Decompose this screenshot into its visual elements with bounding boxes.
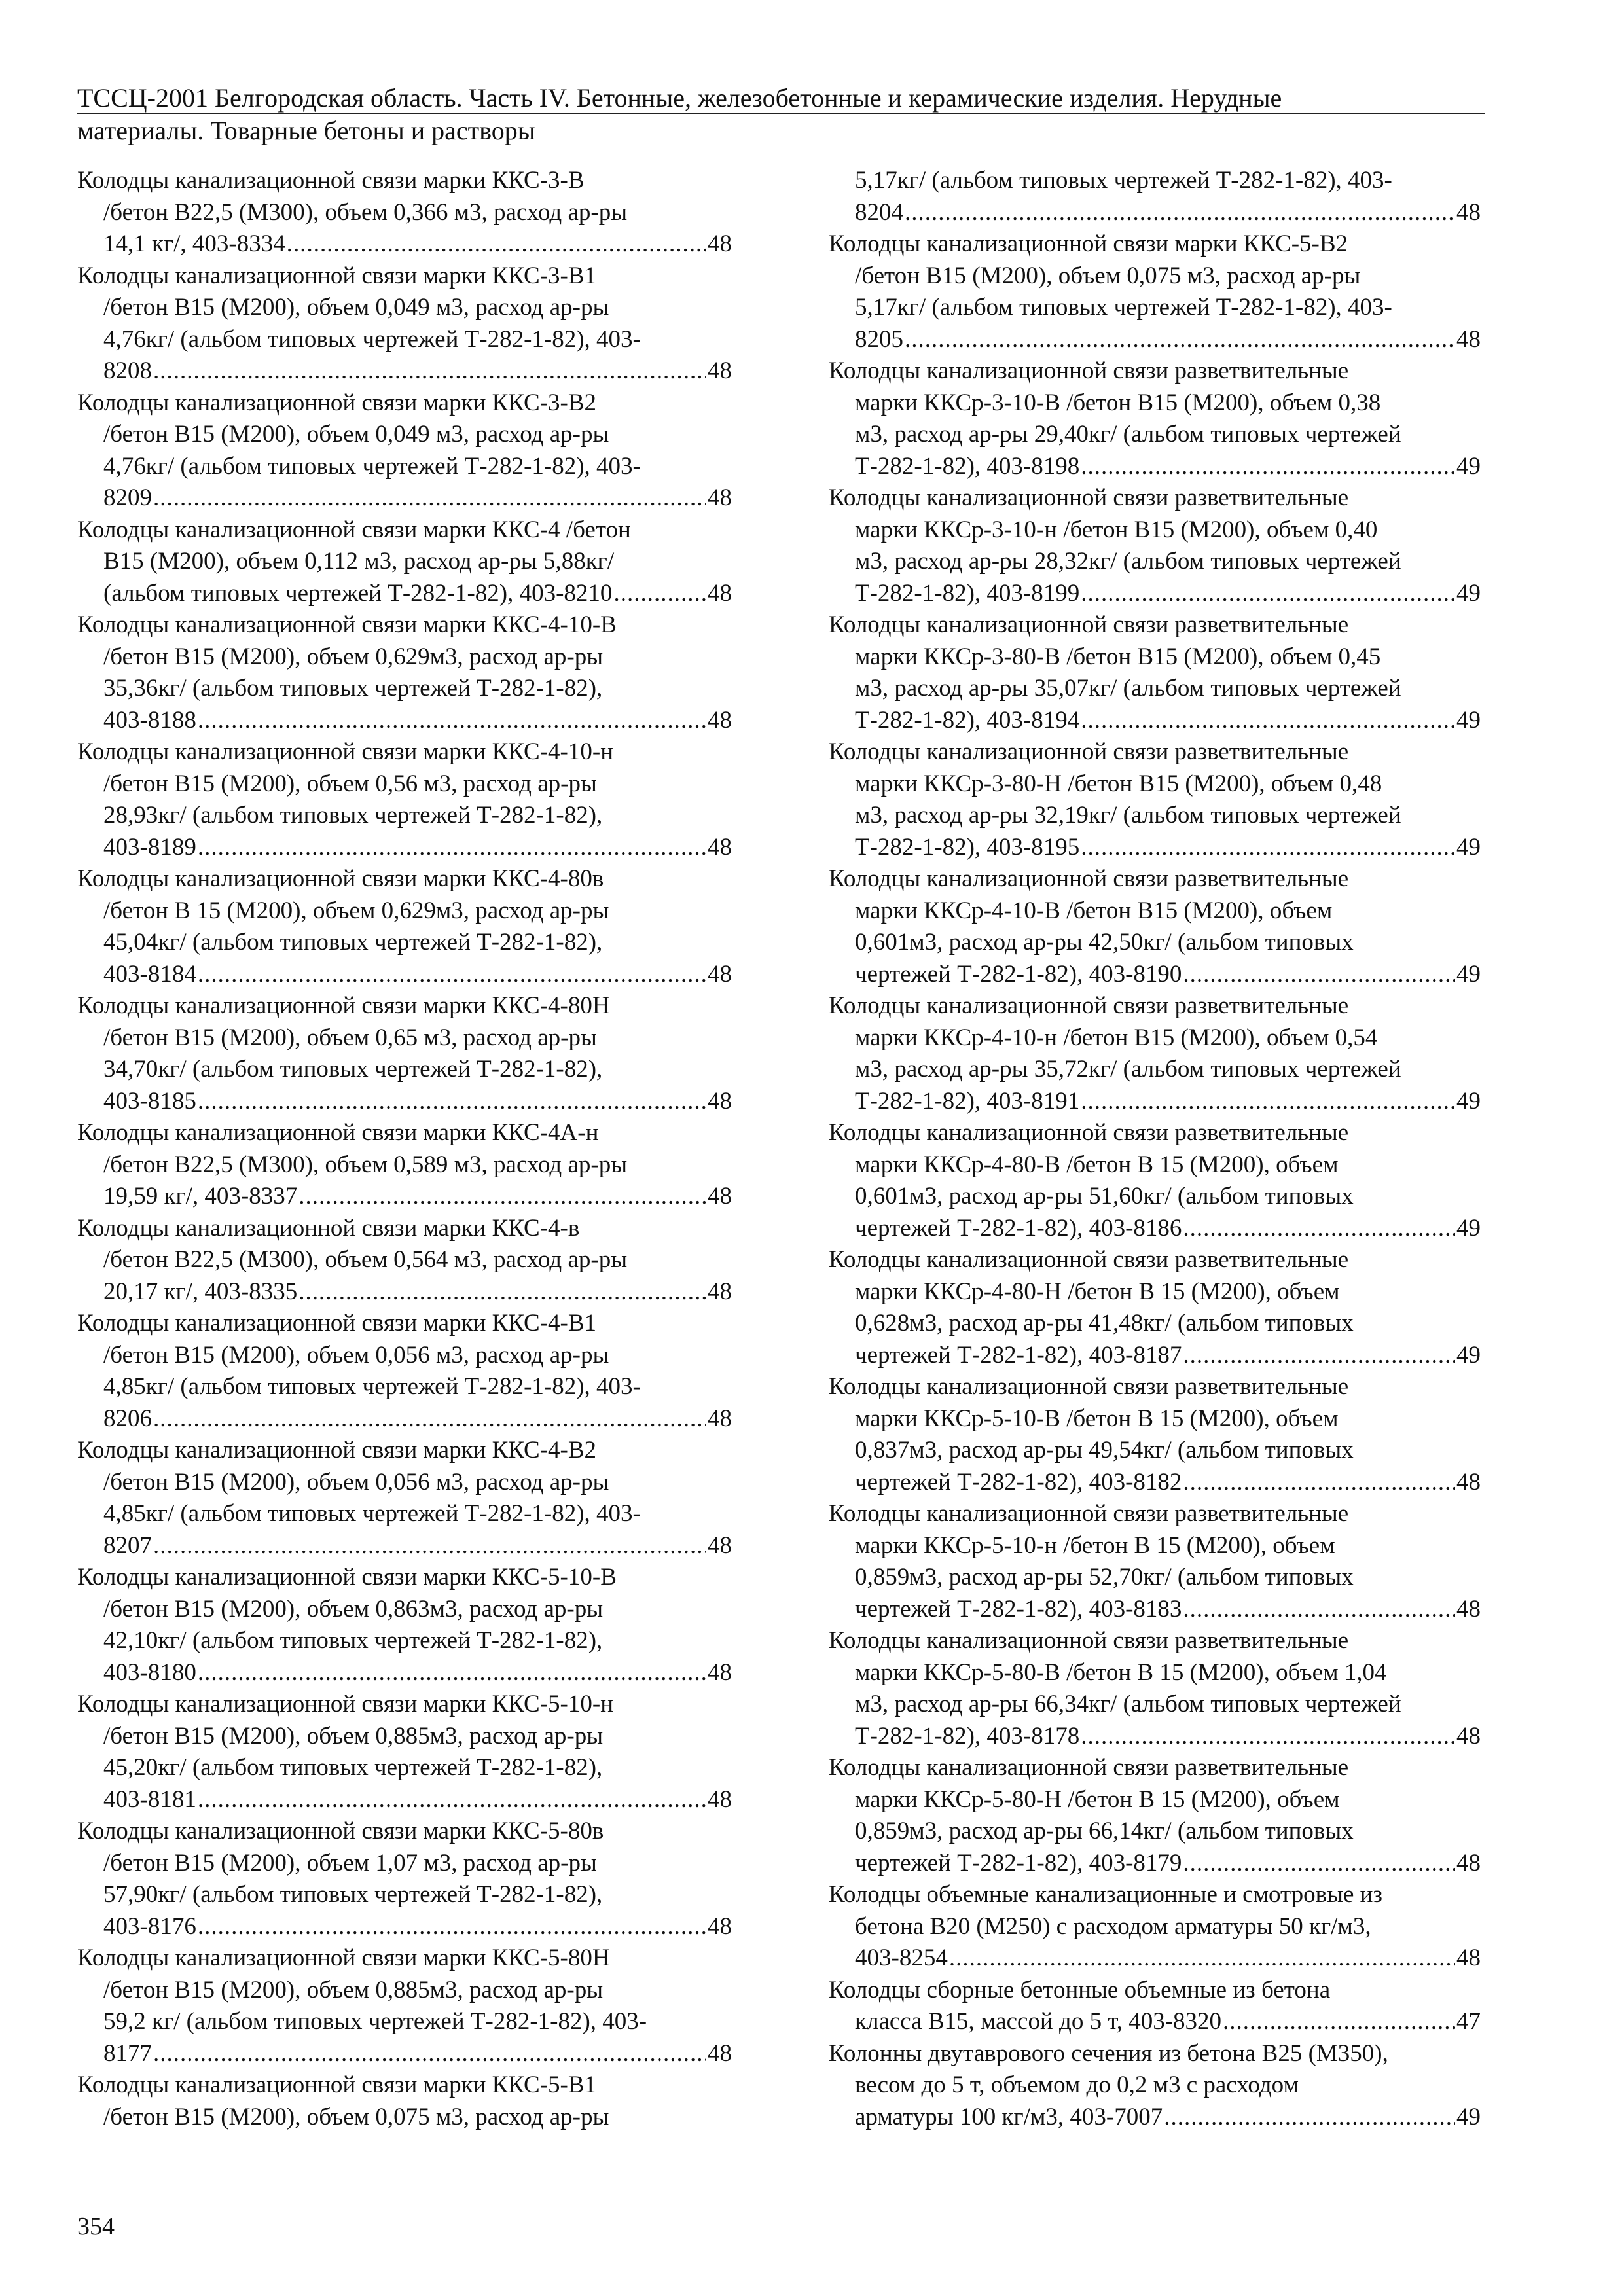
index-entry	[77, 1943, 732, 2070]
header-title-line2: материалы. Товарные бетоны и растворы	[77, 116, 535, 145]
entry-last-line: Т-282-1-82), 403-8198	[855, 452, 1080, 480]
entry-page-ref[interactable]: 49	[1456, 1214, 1481, 1242]
entry-leader-line	[855, 1848, 1481, 1880]
header-title-line1: ТССЦ-2001 Белгородская область. Часть IV. Бетонные, железобетонные и керамические изделия. Нерудные	[77, 83, 1282, 113]
entry-line: Колодцы канализационной связи разветвительные	[829, 1246, 1349, 1273]
entry-leader-line	[103, 2038, 732, 2070]
entry-page-ref[interactable]: 49	[1456, 1341, 1481, 1369]
index-entry	[77, 1117, 732, 1213]
entry-last-line: 20,17 кг/, 403-8335	[103, 1278, 298, 1305]
entry-last-line: 403-8181	[103, 1785, 196, 1813]
entry-line: марки ККСр-3-80-Н /бетон В15 (М200), объем 0,48	[855, 770, 1382, 797]
index-entry	[829, 1371, 1481, 1498]
entry-line: 0,859м3, расход ар-ры 66,14кг/ (альбом типовых	[855, 1818, 1354, 1844]
entry-last-line: 403-8185	[103, 1087, 196, 1115]
entry-last-line: 8208	[103, 357, 152, 384]
entry-last-line: арматуры 100 кг/м3, 403-7007	[855, 2103, 1163, 2130]
entry-leader-line	[855, 324, 1481, 356]
entry-leader-line	[855, 705, 1481, 737]
entry-line: Колодцы канализационной связи разветвительные	[829, 1627, 1349, 1654]
entry-leader-line	[103, 355, 732, 387]
index-entry	[829, 1625, 1481, 1752]
index-entry	[829, 863, 1481, 990]
entry-line: В15 (М200), объем 0,112 м3, расход ар-ры 5,88кг/	[103, 548, 615, 575]
entry-leader-line	[855, 1467, 1481, 1499]
entry-line: Колодцы канализационной связи марки ККС-4 /бетон	[77, 516, 631, 543]
entry-line: /бетон В15 (М200), объем 0,049 м3, расход ар-ры	[103, 421, 609, 448]
entry-last-line: 8206	[103, 1405, 152, 1432]
entry-line: 4,76кг/ (альбом типовых чертежей Т-282-1-82), 403-	[103, 325, 641, 353]
entry-line: Колодцы канализационной связи разветвительные	[829, 1754, 1349, 1781]
entry-leader-line	[103, 1911, 732, 1943]
entry-leader-line	[103, 1784, 732, 1816]
index-entry	[77, 990, 732, 1117]
entry-last-line: 403-8184	[103, 960, 196, 988]
entry-page-ref[interactable]: 48	[708, 833, 732, 861]
entry-line: Колодцы канализационной связи разветвительные	[829, 484, 1349, 511]
dot-leader	[198, 1657, 706, 1689]
entry-line: 5,17кг/ (альбом типовых чертежей Т-282-1-82), 403-	[855, 167, 1392, 194]
entry-last-line: Т-282-1-82), 403-8199	[855, 579, 1080, 607]
index-entry	[829, 1117, 1481, 1244]
entry-line: Колодцы канализационной связи марки ККС-4-В1	[77, 1310, 597, 1336]
entry-line: 45,20кг/ (альбом типовых чертежей Т-282-1-82),	[103, 1754, 603, 1781]
entry-line: 4,85кг/ (альбом типовых чертежей Т-282-1-82), 403-	[103, 1500, 641, 1527]
entry-last-line: Т-282-1-82), 403-8195	[855, 833, 1080, 861]
entry-line: 4,85кг/ (альбом типовых чертежей Т-282-1-82), 403-	[103, 1373, 641, 1400]
entry-line: /бетон В15 (М200), объем 0,629м3, расход ар-ры	[103, 643, 604, 670]
entry-last-line: 8204	[855, 198, 903, 226]
entry-page-ref[interactable]: 48	[708, 2039, 732, 2067]
entry-line: марки ККСр-5-80-В /бетон В 15 (М200), объем 1,04	[855, 1659, 1387, 1686]
entry-line: /бетон В15 (М200), объем 0,863м3, расход ар-ры	[103, 1595, 604, 1623]
entry-line: 57,90кг/ (альбом типовых чертежей Т-282-1-82),	[103, 1881, 603, 1908]
entry-last-line: чертежей Т-282-1-82), 403-8187	[855, 1341, 1182, 1369]
entry-leader-line	[103, 1403, 732, 1435]
dot-leader	[153, 482, 706, 514]
entry-page-ref[interactable]: 48	[708, 1405, 732, 1432]
entry-line: Колодцы канализационной связи разветвительные	[829, 1373, 1349, 1400]
dot-leader	[153, 1403, 706, 1435]
entry-line: м3, расход ар-ры 35,07кг/ (альбом типовых чертежей	[855, 675, 1401, 702]
entry-leader-line	[855, 1213, 1481, 1245]
dot-leader	[1183, 1848, 1455, 1880]
entry-line: Колодцы канализационной связи марки ККС-4-10-В	[77, 611, 617, 638]
entry-line: марки ККСр-3-10-В /бетон В15 (М200), объем 0,38	[855, 389, 1381, 416]
entry-leader-line	[855, 197, 1481, 229]
entry-last-line: чертежей Т-282-1-82), 403-8186	[855, 1214, 1182, 1242]
entry-page-ref[interactable]: 48	[1456, 1595, 1481, 1623]
dot-leader	[1081, 1086, 1455, 1118]
entry-line: 5,17кг/ (альбом типовых чертежей Т-282-1-82), 403-	[855, 294, 1392, 321]
dot-leader	[153, 1530, 706, 1562]
entry-line: марки ККСр-4-10-В /бетон В15 (М200), объем	[855, 897, 1333, 924]
entry-page-ref[interactable]: 48	[708, 484, 732, 511]
dot-leader	[1081, 451, 1455, 483]
entry-line: Колонны двутаврового сечения из бетона В25 (М350),	[829, 2039, 1388, 2067]
index-entry	[77, 609, 732, 736]
entry-page-ref[interactable]: 47	[1456, 2008, 1481, 2035]
entry-line: /бетон В22,5 (М300), объем 0,564 м3, расход ар-ры	[103, 1246, 628, 1273]
entry-line: марки ККСр-4-80-В /бетон В 15 (М200), объем	[855, 1151, 1339, 1178]
entry-line: Колодцы канализационной связи разветвительные	[829, 1500, 1349, 1527]
dot-leader	[1081, 1721, 1455, 1753]
dot-leader	[1183, 1213, 1455, 1245]
entry-line: Колодцы канализационной связи марки ККС-4-80Н	[77, 992, 610, 1019]
entry-line: Колодцы сборные бетонные объемные из бетона	[829, 1976, 1331, 2003]
entry-line: Колодцы канализационной связи марки ККС-5-10-н	[77, 1691, 614, 1717]
index-entry	[829, 1752, 1481, 1879]
dot-leader	[298, 1276, 706, 1308]
entry-line: Колодцы канализационной связи разветвительные	[829, 738, 1349, 765]
entry-line: Колодцы канализационной связи марки ККС-4-80в	[77, 865, 604, 892]
entry-line: 35,36кг/ (альбом типовых чертежей Т-282-1-82),	[103, 675, 603, 702]
dot-leader	[905, 324, 1455, 356]
entry-line: м3, расход ар-ры 28,32кг/ (альбом типовых чертежей	[855, 548, 1401, 575]
entry-line: /бетон В15 (М200), объем 1,07 м3, расход ар-ры	[103, 1849, 597, 1876]
entry-line: марки ККСр-5-80-Н /бетон В 15 (М200), объем	[855, 1785, 1340, 1813]
entry-line: Колодцы канализационной связи разветвительные	[829, 611, 1349, 638]
dot-leader	[198, 705, 706, 737]
entry-page-ref[interactable]: 49	[1456, 2103, 1481, 2130]
entry-line: /бетон В15 (М200), объем 0,885м3, расход ар-ры	[103, 1976, 604, 2003]
entry-line: Колодцы канализационной связи разветвительные	[829, 992, 1349, 1019]
entry-line: /бетон В15 (М200), объем 0,056 м3, расход ар-ры	[103, 1341, 609, 1369]
entry-page-ref[interactable]: 49	[1456, 706, 1481, 734]
entry-last-line: чертежей Т-282-1-82), 403-8179	[855, 1849, 1182, 1876]
entry-leader-line	[855, 1943, 1481, 1975]
entry-last-line: 19,59 кг/, 403-8337	[103, 1183, 298, 1210]
entry-line: /бетон В15 (М200), объем 0,075 м3, расход ар-ры	[103, 2103, 609, 2130]
index-entry	[77, 863, 732, 990]
dot-leader	[198, 832, 706, 864]
dot-leader	[153, 355, 706, 387]
entry-line: Колодцы канализационной связи разветвительные	[829, 1119, 1349, 1146]
entry-line: Колодцы канализационной связи марки ККС-3-В2	[77, 389, 597, 416]
index-entry	[829, 1879, 1481, 1975]
index-entry	[77, 1435, 732, 1562]
entry-line: 0,628м3, расход ар-ры 41,48кг/ (альбом типовых	[855, 1310, 1354, 1336]
index-entry	[829, 482, 1481, 609]
entry-leader-line	[855, 959, 1481, 991]
running-header	[77, 84, 1485, 114]
index-entry	[77, 1562, 732, 1689]
entry-line: бетона В20 (М250) с расходом арматуры 50 кг/м3,	[855, 1912, 1371, 1940]
index-entry	[829, 736, 1481, 863]
entry-page-ref[interactable]: 48	[1456, 1849, 1481, 1876]
entry-line: марки ККСр-3-80-В /бетон В15 (М200), объем 0,45	[855, 643, 1381, 670]
entry-last-line: Т-282-1-82), 403-8194	[855, 706, 1080, 734]
entry-last-line: 403-8189	[103, 833, 196, 861]
entry-leader-line	[103, 832, 732, 864]
entry-line: Колодцы канализационной связи марки ККС-3-В	[77, 167, 585, 194]
entry-line: /бетон В22,5 (М300), объем 0,366 м3, расход ар-ры	[103, 198, 628, 226]
entry-line: Колодцы канализационной связи марки ККС-5-В1	[77, 2072, 597, 2098]
entry-page-ref[interactable]: 48	[708, 357, 732, 384]
entry-line: 59,2 кг/ (альбом типовых чертежей Т-282-1-82), 403-	[103, 2008, 647, 2035]
dot-leader	[905, 197, 1455, 229]
dot-leader	[1183, 959, 1455, 991]
entry-leader-line	[855, 1086, 1481, 1118]
entry-page-ref[interactable]: 48	[708, 579, 732, 607]
entry-line: Колодцы канализационной связи марки ККС-3-В1	[77, 262, 597, 289]
entry-page-ref[interactable]: 48	[708, 230, 732, 257]
dot-leader	[1081, 705, 1455, 737]
dot-leader	[1183, 1467, 1455, 1499]
dot-leader	[198, 959, 706, 991]
entry-line: Колодцы канализационной связи марки ККС-5-10-В	[77, 1564, 617, 1590]
entry-page-ref[interactable]: 49	[1456, 1087, 1481, 1115]
dot-leader	[153, 2038, 706, 2070]
entry-leader-line	[103, 1086, 732, 1118]
entry-page-ref[interactable]: 48	[708, 1278, 732, 1305]
entry-line: 34,70кг/ (альбом типовых чертежей Т-282-1-82),	[103, 1056, 603, 1083]
dot-leader	[613, 578, 706, 610]
dot-leader	[198, 1086, 706, 1118]
dot-leader	[198, 1784, 706, 1816]
index-entry	[77, 1816, 732, 1943]
entry-leader-line	[103, 1657, 732, 1689]
entry-leader-line	[103, 482, 732, 514]
dot-leader	[1081, 832, 1455, 864]
index-column-left	[77, 165, 732, 2133]
entry-leader-line	[103, 1530, 732, 1562]
entry-last-line: класса В15, массой до 5 т, 403-8320	[855, 2008, 1222, 2035]
entry-last-line: 403-8176	[103, 1912, 196, 1940]
entry-line: м3, расход ар-ры 29,40кг/ (альбом типовых чертежей	[855, 421, 1401, 448]
entry-line: марки ККСр-5-10-н /бетон В 15 (М200), объем	[855, 1532, 1335, 1559]
index-entry	[829, 1498, 1481, 1625]
entry-line: м3, расход ар-ры 66,34кг/ (альбом типовых чертежей	[855, 1691, 1401, 1717]
entry-leader-line	[855, 1721, 1481, 1753]
index-entry	[829, 355, 1481, 482]
index-entry	[77, 514, 732, 610]
entry-leader-line	[103, 228, 732, 260]
index-entry	[829, 165, 1481, 228]
entry-page-ref[interactable]: 49	[1456, 579, 1481, 607]
entry-line: марки ККСр-4-80-Н /бетон В 15 (М200), объем	[855, 1278, 1340, 1305]
entry-last-line: 403-8188	[103, 706, 196, 734]
entry-page-ref[interactable]: 49	[1456, 833, 1481, 861]
entry-last-line: чертежей Т-282-1-82), 403-8183	[855, 1595, 1182, 1623]
entry-page-ref[interactable]: 49	[1456, 452, 1481, 480]
entry-page-ref[interactable]: 48	[708, 1532, 732, 1559]
dot-leader	[298, 1181, 706, 1213]
entry-line: Колодцы канализационной связи разветвительные	[829, 357, 1349, 384]
entry-last-line: 8209	[103, 484, 152, 511]
entry-leader-line	[855, 2102, 1481, 2134]
entry-page-ref[interactable]: 48	[1456, 1722, 1481, 1749]
entry-page-ref[interactable]: 48	[708, 960, 732, 988]
entry-leader-line	[855, 2006, 1481, 2038]
entry-last-line: 14,1 кг/, 403-8334	[103, 230, 285, 257]
entry-line: марки ККСр-3-10-н /бетон В15 (М200), объем 0,40	[855, 516, 1378, 543]
entry-line: /бетон В15 (М200), объем 0,56 м3, расход ар-ры	[103, 770, 597, 797]
index-entry	[77, 1308, 732, 1435]
entry-page-ref[interactable]: 48	[708, 1659, 732, 1686]
index-entry	[77, 736, 732, 863]
entry-leader-line	[855, 832, 1481, 864]
entry-line: 4,76кг/ (альбом типовых чертежей Т-282-1-82), 403-	[103, 452, 641, 480]
entry-last-line: 403-8254	[855, 1945, 948, 1971]
entry-line: Колодцы канализационной связи марки ККС-5-В2	[829, 230, 1348, 257]
dot-leader	[1183, 1340, 1455, 1372]
entry-page-ref[interactable]: 48	[1456, 1945, 1481, 1971]
index-entry	[77, 1689, 732, 1816]
entry-page-ref[interactable]: 48	[708, 1087, 732, 1115]
entry-page-ref[interactable]: 48	[708, 1912, 732, 1940]
index-entry	[829, 2038, 1481, 2134]
index-column-right	[829, 165, 1481, 2133]
entry-line: /бетон В22,5 (М300), объем 0,589 м3, расход ар-ры	[103, 1151, 628, 1178]
dot-leader	[287, 228, 706, 260]
entry-line: 45,04кг/ (альбом типовых чертежей Т-282-1-82),	[103, 929, 603, 956]
entry-leader-line	[855, 451, 1481, 483]
entry-line: 42,10кг/ (альбом типовых чертежей Т-282-1-82),	[103, 1627, 603, 1654]
index-entry	[829, 609, 1481, 736]
entry-line: Колодцы канализационной связи марки ККС-5-80в	[77, 1818, 604, 1844]
entry-leader-line	[103, 1276, 732, 1308]
entry-line: 0,859м3, расход ар-ры 52,70кг/ (альбом типовых	[855, 1564, 1354, 1590]
dot-leader	[1223, 2006, 1455, 2038]
dot-leader	[1164, 2102, 1455, 2134]
entry-line: Колодцы объемные канализационные и смотровые из	[829, 1881, 1383, 1908]
entry-leader-line	[855, 1340, 1481, 1372]
entry-last-line: 8177	[103, 2039, 152, 2067]
entry-last-line: 8207	[103, 1532, 152, 1559]
entry-last-line: Т-282-1-82), 403-8191	[855, 1087, 1080, 1115]
entry-leader-line	[103, 959, 732, 991]
entry-leader-line	[855, 1594, 1481, 1626]
entry-line: марки ККСр-5-10-В /бетон В 15 (М200), объем	[855, 1405, 1339, 1432]
entry-line: 0,601м3, расход ар-ры 51,60кг/ (альбом типовых	[855, 1183, 1354, 1210]
entry-leader-line	[103, 578, 732, 610]
entry-page-ref[interactable]: 49	[1456, 960, 1481, 988]
index-entry	[77, 387, 732, 514]
index-entry	[829, 1975, 1481, 2038]
entry-line: марки ККСр-4-10-н /бетон В15 (М200), объем 0,54	[855, 1024, 1378, 1051]
entry-line: /бетон В15 (М200), объем 0,049 м3, расход ар-ры	[103, 294, 609, 321]
dot-leader	[198, 1911, 706, 1943]
entry-line: м3, расход ар-ры 32,19кг/ (альбом типовых чертежей	[855, 802, 1401, 829]
entry-leader-line	[103, 1181, 732, 1213]
dot-leader	[949, 1943, 1455, 1975]
entry-last-line: 8205	[855, 325, 903, 353]
entry-last-line: чертежей Т-282-1-82), 403-8190	[855, 960, 1182, 988]
entry-line: /бетон В 15 (М200), объем 0,629м3, расход ар-ры	[103, 897, 609, 924]
entry-page-ref[interactable]: 48	[708, 706, 732, 734]
entry-line: /бетон В15 (М200), объем 0,65 м3, расход ар-ры	[103, 1024, 597, 1051]
entry-line: /бетон В15 (М200), объем 0,885м3, расход ар-ры	[103, 1722, 604, 1749]
entry-line: Колодцы канализационной связи марки ККС-4-10-н	[77, 738, 614, 765]
entry-page-ref[interactable]: 48	[1456, 1468, 1481, 1496]
page-number: 354	[77, 2213, 115, 2240]
entry-last-line: 403-8180	[103, 1659, 196, 1686]
index-entry	[77, 2070, 732, 2133]
entry-page-ref[interactable]: 48	[708, 1785, 732, 1813]
entry-line: Колодцы канализационной связи марки ККС-4-В2	[77, 1437, 597, 1463]
entry-page-ref[interactable]: 48	[708, 1183, 732, 1210]
entry-line: 0,601м3, расход ар-ры 42,50кг/ (альбом типовых	[855, 929, 1354, 956]
entry-line: весом до 5 т, объемом до 0,2 м3 с расходом	[855, 2072, 1299, 2098]
index-entry	[77, 1213, 732, 1308]
index-entry	[77, 165, 732, 260]
entry-leader-line	[855, 578, 1481, 610]
dot-leader	[1183, 1594, 1455, 1626]
entry-last-line: (альбом типовых чертежей Т-282-1-82), 403-8210	[103, 579, 613, 607]
index-entry	[77, 260, 732, 387]
entry-line: 0,837м3, расход ар-ры 49,54кг/ (альбом типовых	[855, 1437, 1354, 1463]
entry-page-ref[interactable]: 48	[1456, 198, 1481, 226]
index-entry	[829, 1244, 1481, 1371]
entry-line: /бетон В15 (М200), объем 0,056 м3, расход ар-ры	[103, 1468, 609, 1496]
entry-line: 28,93кг/ (альбом типовых чертежей Т-282-1-82),	[103, 802, 603, 829]
entry-line: м3, расход ар-ры 35,72кг/ (альбом типовых чертежей	[855, 1056, 1401, 1083]
entry-line: /бетон В15 (М200), объем 0,075 м3, расход ар-ры	[855, 262, 1361, 289]
index-entry	[829, 990, 1481, 1117]
entry-line: Колодцы канализационной связи марки ККС-4А-н	[77, 1119, 599, 1146]
dot-leader	[1081, 578, 1455, 610]
entry-line: Колодцы канализационной связи разветвительные	[829, 865, 1349, 892]
entry-leader-line	[103, 705, 732, 737]
entry-line: Колодцы канализационной связи марки ККС-4-в	[77, 1214, 580, 1242]
index-entry	[829, 228, 1481, 355]
entry-page-ref[interactable]: 48	[1456, 325, 1481, 353]
entry-last-line: Т-282-1-82), 403-8178	[855, 1722, 1080, 1749]
entry-last-line: чертежей Т-282-1-82), 403-8182	[855, 1468, 1182, 1496]
entry-line: Колодцы канализационной связи марки ККС-5-80Н	[77, 1945, 610, 1971]
